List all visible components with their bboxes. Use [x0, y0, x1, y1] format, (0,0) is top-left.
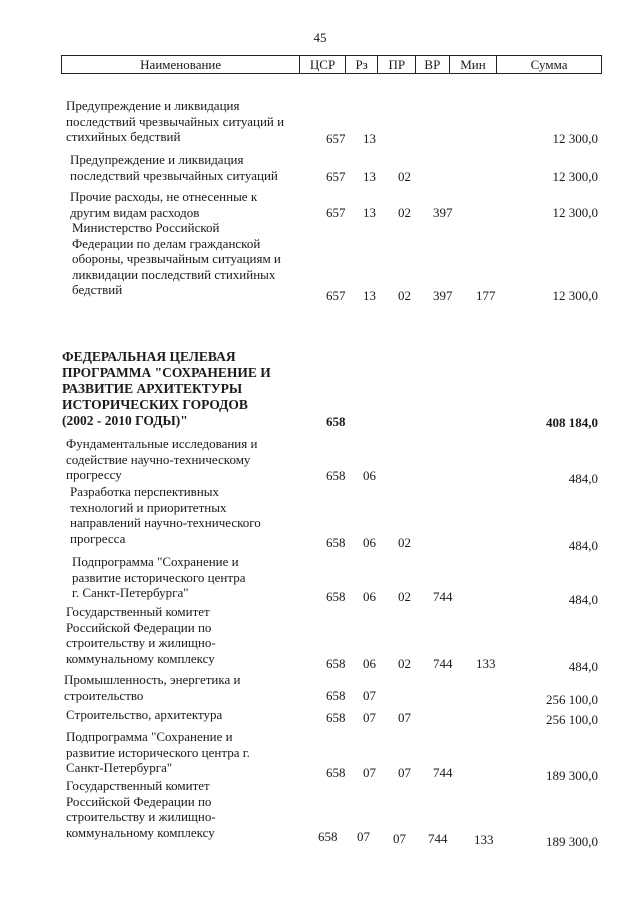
row-csr: 658 — [326, 535, 346, 550]
row-sum: 12 300,0 — [552, 205, 598, 220]
row-sum: 484,0 — [568, 471, 598, 486]
row-csr: 658 — [318, 829, 338, 844]
row-name: Государственный комитет Российской Федерации по строительству и жилищно- коммунальному комплексу — [66, 604, 216, 666]
row-pr: 02 — [398, 656, 411, 671]
row-rz: 07 — [363, 688, 376, 703]
row-csr: 658 — [326, 765, 346, 780]
row-vr: 397 — [433, 205, 453, 220]
row-rz: 06 — [363, 468, 376, 483]
row-sum: 484,0 — [568, 592, 598, 607]
header-sum: Сумма — [496, 56, 601, 73]
row-vr: 744 — [433, 765, 453, 780]
row-rz: 07 — [363, 710, 376, 725]
row-min: 133 — [474, 832, 494, 847]
header-rz: Рз — [345, 56, 378, 73]
table-header — [61, 55, 602, 74]
row-csr: 658 — [326, 468, 346, 483]
header-pr: ПР — [377, 56, 415, 73]
row-sum: 484,0 — [568, 659, 598, 674]
row-csr: 658 — [326, 589, 346, 604]
row-rz: 13 — [363, 169, 376, 184]
row-pr: 02 — [398, 288, 411, 303]
row-csr: 657 — [326, 205, 346, 220]
header-csr: ЦСР — [299, 56, 345, 73]
row-csr: 657 — [326, 131, 346, 146]
page-number: 45 — [313, 30, 327, 45]
row-pr: 02 — [398, 535, 411, 550]
row-name: Разработка перспективных технологий и приоритетных направлений научно-технического прогресса — [70, 484, 261, 546]
row-rz: 06 — [363, 535, 376, 550]
row-name: Министерство Российской Федерации по делам гражданской обороны, чрезвычайным ситуациям и ликвидации последствий стихийных бедствий — [72, 220, 281, 297]
row-pr: 02 — [398, 205, 411, 220]
row-min: 177 — [476, 288, 496, 303]
row-name: Прочие расходы, не отнесенные к другим видам расходов — [70, 189, 258, 220]
row-vr: 744 — [428, 831, 448, 846]
header-vr: ВР — [415, 56, 449, 73]
row-csr: 658 — [326, 414, 346, 429]
row-name: Предупреждение и ликвидация последствий чрезвычайных ситуаций и стихийных бедствий — [66, 98, 285, 144]
program-title: ФЕДЕРАЛЬНАЯ ЦЕЛЕВАЯ ПРОГРАММА "СОХРАНЕНИЕ И РАЗВИТИЕ АРХИТЕКТУРЫ ИСТОРИЧЕСКИХ ГОРОДОВ (2002 - 2010 ГОДЫ)" — [62, 349, 271, 428]
row-min: 133 — [476, 656, 496, 671]
row-vr: 744 — [433, 589, 453, 604]
row-rz: 07 — [363, 765, 376, 780]
row-name: Фундаментальные исследования и содействие научно-техническому прогрессу — [66, 436, 258, 482]
row-rz: 13 — [363, 205, 376, 220]
row-vr: 397 — [433, 288, 453, 303]
row-csr: 658 — [326, 710, 346, 725]
row-sum: 12 300,0 — [552, 288, 598, 303]
row-rz: 07 — [357, 829, 370, 844]
row-rz: 06 — [363, 656, 376, 671]
row-pr: 07 — [398, 765, 411, 780]
row-rz: 13 — [363, 288, 376, 303]
row-csr: 657 — [326, 288, 346, 303]
row-sum: 484,0 — [568, 538, 598, 553]
row-sum: 12 300,0 — [552, 169, 598, 184]
header-name: Наименование — [140, 56, 222, 72]
row-name: Строительство, архитектура — [66, 707, 223, 722]
row-rz: 06 — [363, 589, 376, 604]
row-csr: 658 — [326, 656, 346, 671]
row-name: Подпрограмма "Сохранение и развитие исторического центра г. Санкт-Петербурга" — [66, 729, 250, 775]
row-sum: 256 100,0 — [546, 692, 598, 707]
row-csr: 658 — [326, 688, 346, 703]
row-pr: 02 — [398, 589, 411, 604]
row-csr: 657 — [326, 169, 346, 184]
row-name: Подпрограмма "Сохранение и развитие исторического центра г. Санкт-Петербурга" — [72, 554, 246, 600]
row-name: Государственный комитет Российской Федерации по строительству и жилищно- коммунальному комплексу — [66, 778, 216, 840]
row-rz: 13 — [363, 131, 376, 146]
row-sum: 256 100,0 — [546, 712, 598, 727]
row-name: Промышленность, энергетика и строительство — [64, 672, 241, 703]
row-sum: 408 184,0 — [546, 415, 598, 430]
row-pr: 07 — [393, 831, 406, 846]
row-sum: 12 300,0 — [552, 131, 598, 146]
header-min: Мин — [449, 56, 496, 73]
row-vr: 744 — [433, 656, 453, 671]
row-pr: 07 — [398, 710, 411, 725]
row-pr: 02 — [398, 169, 411, 184]
row-sum: 189 300,0 — [546, 768, 598, 783]
row-sum: 189 300,0 — [546, 834, 598, 849]
row-name: Предупреждение и ликвидация последствий чрезвычайных ситуаций — [70, 152, 278, 183]
